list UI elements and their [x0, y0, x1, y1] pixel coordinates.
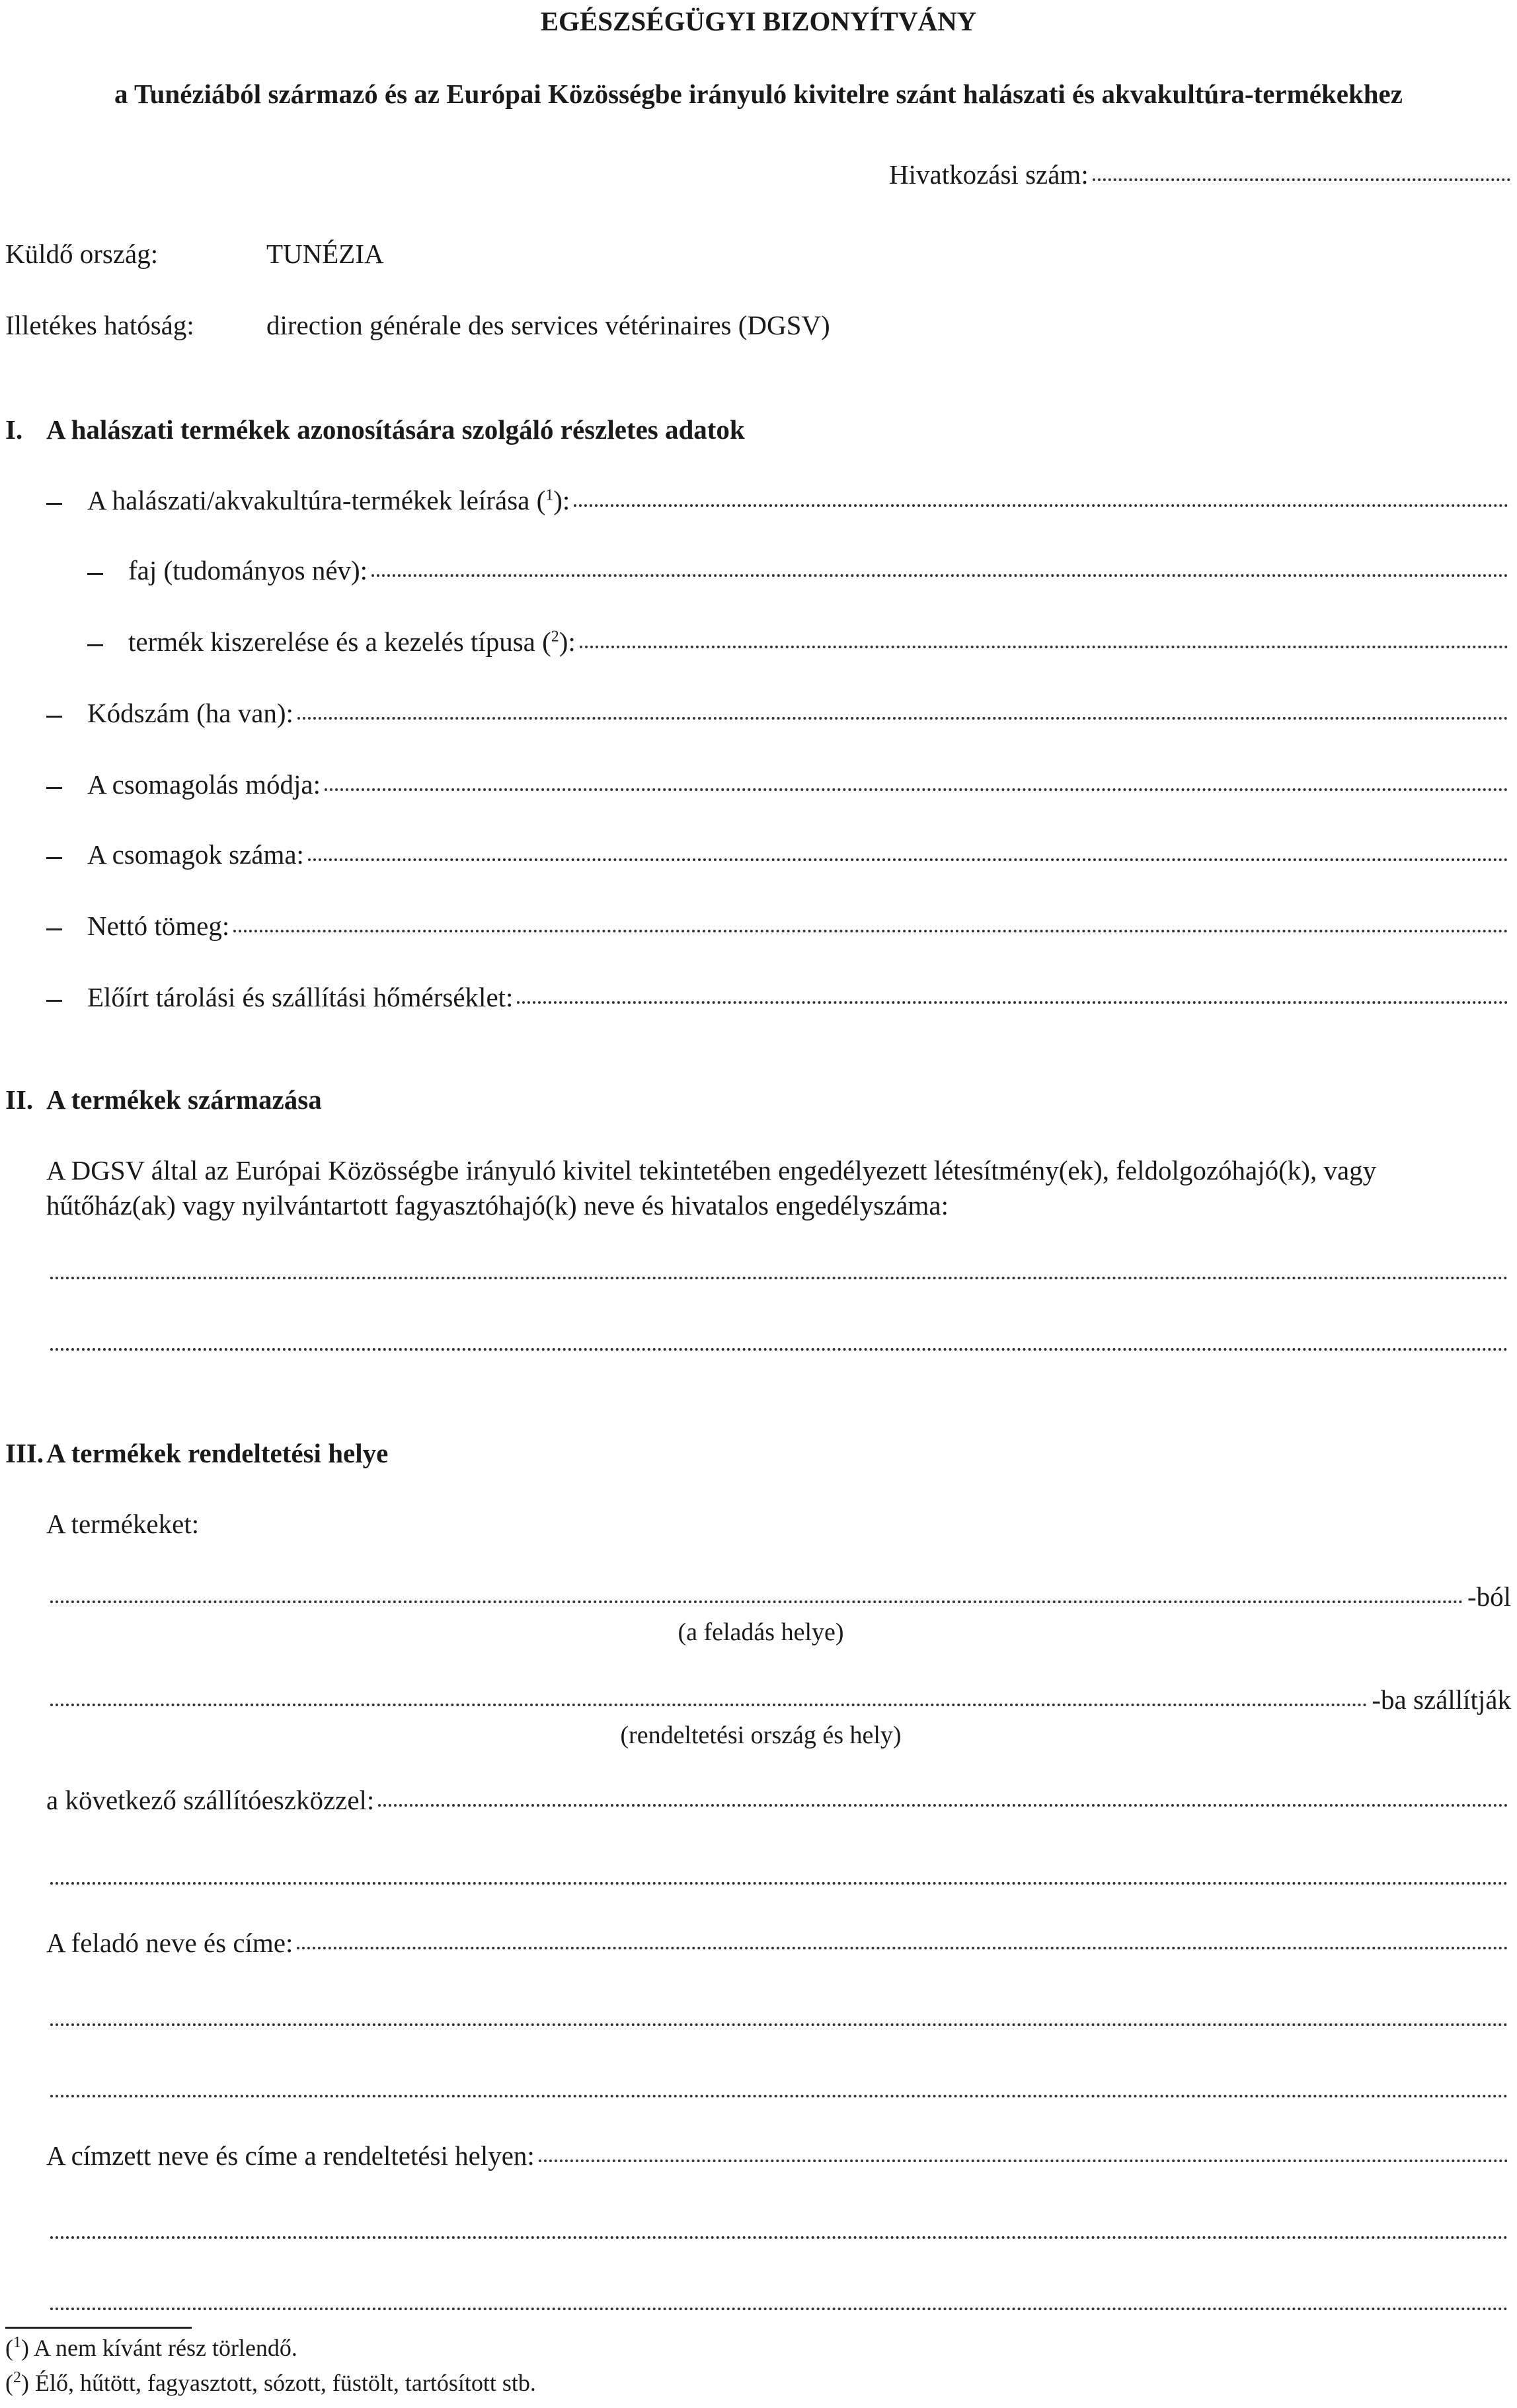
temperature-label: Előírt tárolási és szállítási hőmérséklet:	[87, 982, 514, 1012]
dash-marker	[46, 1000, 62, 1002]
net-weight-field[interactable]	[87, 910, 1508, 942]
dash-marker	[46, 716, 62, 718]
presentation-label: termék kiszerelése és a kezelés típusa ($^2$):	[128, 626, 576, 657]
temperature-field[interactable]	[87, 981, 1508, 1013]
section-2-title: A termékek származása	[46, 1084, 322, 1115]
packages-count-label: A csomagok száma:	[87, 839, 304, 870]
dash-marker	[87, 573, 103, 575]
packaging-label: A csomagolás módja:	[87, 769, 321, 800]
footnote-divider	[5, 2327, 192, 2329]
sender-country-label: Küldő ország:	[5, 239, 159, 269]
dash-marker	[46, 857, 62, 859]
document-title: EGÉSZSÉGÜGYI BIZONYÍTVÁNY	[540, 6, 977, 36]
consignor-line-2[interactable]	[50, 2023, 1508, 2026]
leader-dots	[371, 574, 1508, 577]
species-label: faj (tudományos név):	[128, 555, 368, 585]
destination-field[interactable]	[50, 1684, 1511, 1715]
leader-dots	[574, 504, 1508, 507]
dispatch-place-field[interactable]	[50, 1581, 1511, 1612]
transport-field[interactable]	[46, 1784, 1508, 1816]
leader-dots	[297, 717, 1508, 720]
leader-dots	[325, 788, 1508, 791]
leader-dots	[580, 646, 1508, 648]
leader-dots	[378, 1804, 1508, 1807]
dispatch-place-suffix: -ból	[1467, 1581, 1511, 1612]
footnote-2: ($^2$) Élő, hűtött, fagyasztott, sózott, füstölt, tartósított stb.	[5, 2369, 536, 2396]
reference-number-field[interactable]	[889, 159, 1510, 190]
establishment-line-2[interactable]	[50, 1348, 1508, 1351]
document-subtitle: a Tunéziából származó és az Európai Közösségbe irányuló kivitelre szánt halászati és akvakultúra-termékekhez	[114, 79, 1403, 109]
leader-dots	[50, 1704, 1368, 1706]
packaging-field[interactable]	[87, 769, 1508, 800]
destination-caption: (rendeltetési ország és hely)	[620, 1721, 902, 1749]
leader-dots	[517, 1001, 1508, 1004]
consignee-field[interactable]	[46, 2140, 1508, 2171]
net-weight-label: Nettó tömeg:	[87, 911, 230, 941]
product-description-label: A halászati/akvakultúra-termékek leírása ($^1$):	[87, 485, 570, 515]
section-3-number: III.	[5, 1438, 44, 1468]
consignee-line-3[interactable]	[50, 2308, 1508, 2310]
leader-dots	[308, 858, 1508, 861]
reference-number-dots	[1093, 178, 1510, 181]
consignee-line-2[interactable]	[50, 2236, 1508, 2239]
leader-dots	[50, 1600, 1463, 1603]
section-1-number: I.	[5, 414, 23, 445]
product-description-field[interactable]	[87, 484, 1508, 516]
authority-value: direction générale des services vétérinaires (DGSV)	[266, 310, 830, 340]
transport-label: a következő szállítóeszközzel:	[46, 1785, 375, 1815]
sender-country-value: TUNÉZIA	[266, 239, 384, 269]
code-label: Kódszám (ha van):	[87, 698, 293, 728]
section-1-title: A halászati termékek azonosítására szolgáló részletes adatok	[46, 414, 745, 445]
establishment-line-1[interactable]	[50, 1277, 1508, 1279]
leader-dots	[297, 1947, 1508, 1949]
leader-dots	[233, 930, 1508, 932]
destination-suffix: -ba szállítják	[1372, 1684, 1511, 1715]
section-2-number: II.	[5, 1084, 34, 1115]
consignor-field[interactable]	[46, 1927, 1508, 1959]
code-field[interactable]	[87, 697, 1508, 729]
dash-marker	[46, 928, 62, 930]
consignee-label: A címzett neve és címe a rendeltetési helyen:	[46, 2140, 535, 2171]
reference-number-label: Hivatkozási szám:	[889, 159, 1089, 190]
authority-label: Illetékes hatóság:	[5, 310, 194, 340]
footnote-1: ($^1$) A nem kívánt rész törlendő.	[5, 2334, 297, 2361]
dispatch-place-caption: (a feladás helye)	[678, 1618, 844, 1646]
section-2-text-line1: A DGSV által az Európai Közösségbe irányuló kivitel tekintetében engedélyezett létesítmény(ek), feldolgozóhajó(k), vagy	[46, 1155, 1377, 1185]
species-field[interactable]	[128, 554, 1508, 586]
consignor-label: A feladó neve és címe:	[46, 1928, 293, 1958]
presentation-field[interactable]	[128, 626, 1508, 658]
section-2-text-line2: hűtőház(ak) vagy nyilvántartott fagyasztóhajó(k) neve és hivatalos engedélyszáma:	[46, 1190, 949, 1221]
consignor-line-3[interactable]	[50, 2095, 1508, 2097]
products-label: A termékeket:	[46, 1509, 200, 1539]
dash-marker	[87, 644, 103, 646]
packages-count-field[interactable]	[87, 839, 1508, 870]
dash-marker	[46, 787, 62, 789]
section-3-title: A termékek rendeltetési helye	[46, 1438, 389, 1468]
leader-dots	[539, 2160, 1508, 2162]
dash-marker	[46, 503, 62, 505]
transport-line-2[interactable]	[50, 1882, 1508, 1885]
